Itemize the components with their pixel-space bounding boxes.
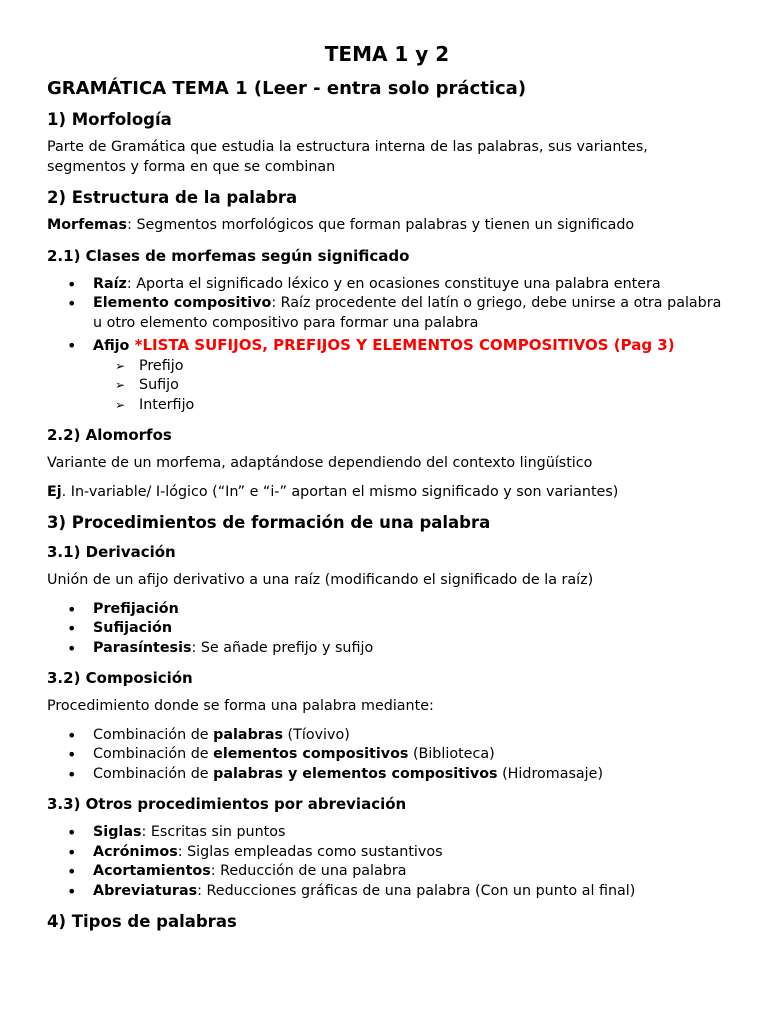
list-item	[47, 619, 727, 639]
list-item	[93, 376, 727, 396]
list-item-term: palabras y elementos compositivos	[213, 765, 498, 782]
list-item-term: Abreviaturas	[93, 882, 198, 899]
section-4-heading: 4) Tipos de palabras	[47, 912, 237, 931]
document-title: TEMA 1 y 2	[324, 42, 450, 66]
section-3-2-heading: 3.2) Composición	[47, 669, 193, 687]
section-1-heading: 1) Morfología	[47, 110, 172, 129]
grammar-heading: GRAMÁTICA TEMA 1 (Leer - entra solo práctica)	[47, 78, 527, 99]
list-item	[47, 639, 727, 659]
section-2-2-text: Variante de un morfema, adaptándose dependiendo del contexto lingüístico	[47, 455, 593, 471]
section-3-1-heading: 3.1) Derivación	[47, 543, 176, 561]
list-item-text: : Siglas empleadas como sustantivos	[177, 843, 443, 860]
list-item-text: Sufijo	[139, 377, 179, 393]
list-item-term: Elemento compositivo	[93, 295, 272, 311]
list-item	[47, 600, 727, 620]
list-item-example: (Tíovivo)	[283, 726, 350, 743]
list-item-text: : Reducción de una palabra	[210, 863, 407, 879]
list-item	[47, 823, 727, 843]
list-item-text: : Raíz procedente del latín o griego, debe unirse a otra palabra u otro elemento compositivo para formar una palabra	[93, 295, 722, 331]
document-page	[47, 40, 727, 940]
list-item-term: Acrónimos	[93, 843, 178, 860]
section-2-2-heading: 2.2) Alomorfos	[47, 426, 172, 444]
list-item-term: Siglas	[93, 824, 142, 840]
list-item	[47, 745, 727, 765]
list-item	[47, 862, 727, 882]
list-item-text: : Reducciones gráficas de una palabra (Con un punto al final)	[197, 882, 636, 899]
afijo-note: *LISTA SUFIJOS, PREFIJOS Y ELEMENTOS COMPOSITIVOS (Pag 3)	[129, 336, 675, 354]
list-item-text: : Aporta el significado léxico y en ocasiones constituye una palabra entera	[126, 275, 661, 292]
list-item-term: Parasíntesis	[93, 639, 192, 656]
list-item	[47, 275, 727, 295]
list-item-text: : Escritas sin puntos	[141, 824, 286, 840]
section-2-text	[47, 216, 727, 236]
section-3-heading: 3) Procedimientos de formación de una palabra	[47, 513, 491, 532]
section-2-1-heading: 2.1) Clases de morfemas según significado	[47, 246, 410, 265]
example-term: Ej	[47, 483, 62, 500]
section-3-2-text: Procedimiento donde se forma una palabra mediante:	[47, 698, 434, 714]
list-item	[47, 882, 727, 902]
arrow-right-icon: ➢	[115, 358, 126, 373]
list-item-example: (Biblioteca)	[408, 746, 495, 762]
list-item	[47, 765, 727, 785]
list-item-text: : Se añade prefijo y sufijo	[191, 639, 374, 656]
section-3-1-text: Unión de un afijo derivativo a una raíz (modificando el significado de la raíz)	[47, 572, 594, 588]
morfemas-definition: : Segmentos morfológicos que forman palabras y tienen un significado	[127, 217, 635, 233]
arrow-right-icon: ➢	[115, 378, 126, 392]
list-item	[93, 357, 727, 377]
list-item-term: Afijo	[93, 338, 130, 354]
composition-list	[47, 726, 727, 785]
list-item-example: (Hidromasaje)	[497, 765, 604, 782]
list-item-text: Combinación de	[93, 726, 214, 743]
list-item	[47, 336, 727, 415]
abbreviation-list	[47, 823, 727, 901]
list-item-term: Acortamientos	[93, 863, 211, 879]
list-item	[93, 396, 727, 416]
list-item-text: Combinación de	[93, 765, 214, 782]
list-item-term: palabras	[213, 726, 284, 743]
affix-types-list	[93, 357, 727, 416]
list-item-text: Prefijo	[139, 357, 184, 374]
morpheme-classes-list	[47, 275, 727, 416]
list-item-term: elementos compositivos	[213, 746, 409, 762]
derivation-list	[47, 600, 727, 659]
example-text	[47, 483, 727, 503]
arrow-right-icon: ➢	[115, 397, 126, 412]
list-item-term: Sufijación	[93, 620, 172, 636]
list-item-term: Raíz	[93, 275, 127, 292]
section-2-heading: 2) Estructura de la palabra	[47, 188, 298, 207]
list-item-text: Combinación de	[93, 746, 214, 762]
list-item	[47, 294, 727, 333]
morfemas-term: Morfemas	[47, 217, 128, 233]
list-item-term: Prefijación	[93, 600, 179, 617]
list-item	[47, 843, 727, 863]
list-item-text: Interfijo	[139, 396, 195, 413]
section-3-3-heading: 3.3) Otros procedimientos por abreviación	[47, 795, 407, 813]
list-item	[47, 726, 727, 746]
section-1-text: Parte de Gramática que estudia la estructura interna de las palabras, sus variantes, segmentos y forma en que se combinan	[47, 139, 648, 175]
example-definition: . In-variable/ I-lógico (“In” e “i-” aportan el mismo significado y son variantes)	[61, 483, 619, 500]
